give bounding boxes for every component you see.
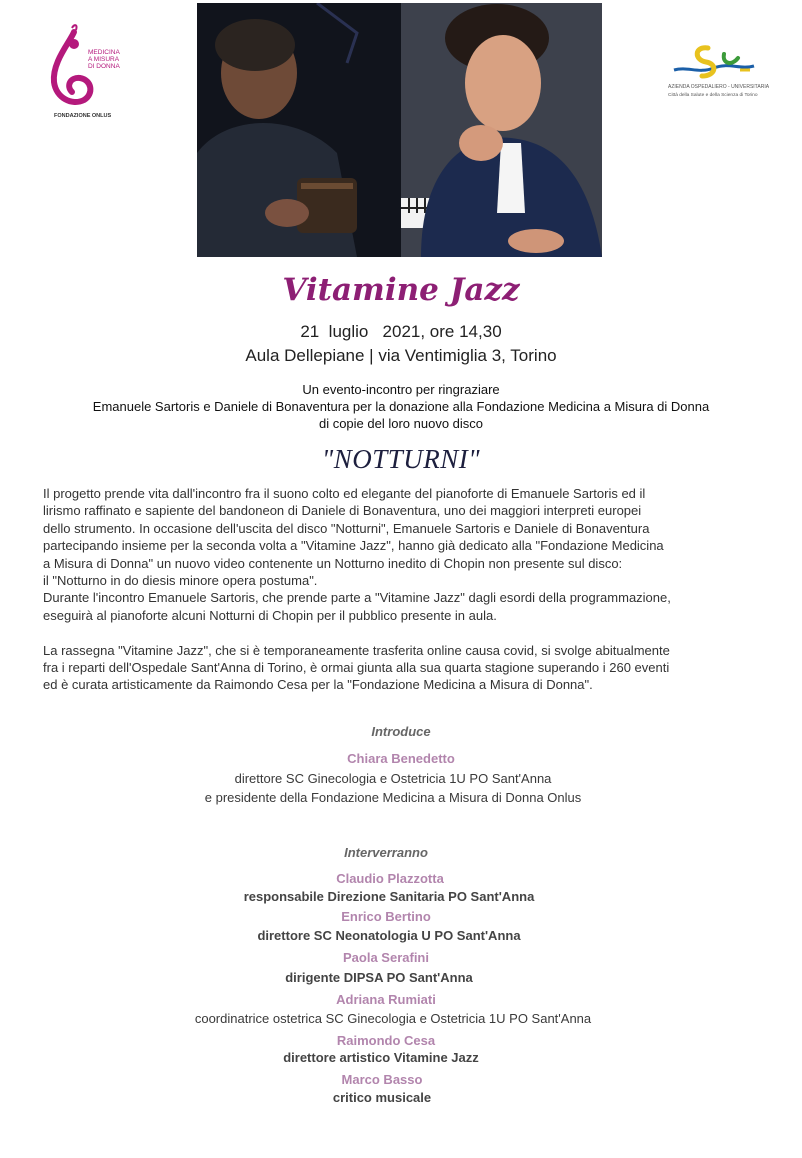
speaker-role: responsabile Direzione Sanitaria PO Sant'Anna xyxy=(243,889,535,904)
intro-line: Emanuele Sartoris e Daniele di Bonaventura per la donazione alla Fondazione Medicina a Misura di Donna xyxy=(92,399,710,414)
event-location: Aula Dellepiane | via Ventimiglia 3, Torino xyxy=(245,346,557,365)
speaker-name: Enrico Bertino xyxy=(341,909,431,924)
citta-della-salute-logo-icon xyxy=(654,40,776,106)
pianist-photo xyxy=(401,3,602,257)
artist-photos xyxy=(197,3,602,257)
speaker-name: Raimondo Cesa xyxy=(336,1033,436,1048)
event-title: Vitamine Jazz xyxy=(282,272,520,308)
speaker-role: critico musicale xyxy=(332,1090,432,1105)
pianist-image xyxy=(401,3,602,257)
intro-line: di copie del loro nuovo disco xyxy=(318,416,484,431)
logo-right-text-1: AZIENDA OSPEDALIERO - UNIVERSITARIA xyxy=(668,84,770,90)
album-title: "NOTTURNI" xyxy=(321,444,481,474)
speakers-label: Interverranno xyxy=(344,845,428,860)
bandoneon-player-image xyxy=(197,3,401,257)
speaker-role: direttore artistico Vitamine Jazz xyxy=(283,1050,479,1065)
description-line: lirismo raffinato e sapiente del bandoneon di Daniele di Bonaventura, uno dei maggiori interpreti europei xyxy=(43,503,642,519)
paragraph-gap xyxy=(43,624,763,641)
event-intro xyxy=(0,381,802,432)
logo-foot-text: FONDAZIONE ONLUS xyxy=(54,113,112,119)
description-line: eseguirà al pianoforte alcuni Notturni di Chopin per il pubblico presente in aula. xyxy=(43,607,497,623)
introducer-role: direttore SC Ginecologia e Ostetricia 1U PO Sant'Anna xyxy=(234,771,552,786)
ospedale-logo xyxy=(654,40,776,106)
introduce-label: Introduce xyxy=(371,724,431,739)
description-line: a Misura di Donna" un nuovo video contenente un Notturno inedito di Chopin non presente sul disco: xyxy=(43,555,623,571)
speaker-role: direttore SC Neonatologia U PO Sant'Anna xyxy=(257,928,521,943)
intro-line: Un evento-incontro per ringraziare xyxy=(302,382,500,397)
logo-text-3: DI DONNA xyxy=(88,63,120,70)
introducer-role-2: e presidente della Fondazione Medicina a Misura di Donna Onlus xyxy=(204,790,582,805)
description-line: dello strumento. In occasione dell'uscita del disco "Notturni", Emanuele Sartoris e Daniele di Bonaventura xyxy=(43,520,650,536)
logo-text-1: MEDICINA xyxy=(88,49,120,56)
description-line: La rassegna "Vitamine Jazz", che si è temporaneamente trasferita online causa covid, si svolge abitualmente xyxy=(43,642,670,658)
event-date: 21 luglio 2021, ore 14,30 xyxy=(300,322,502,341)
description-line: partecipando insieme per la seconda volta a "Vitamine Jazz", hanno già dedicato alla "Fondazione Medicina xyxy=(43,538,664,554)
speaker-name: Marco Basso xyxy=(341,1072,423,1087)
description-line: fra i reparti dell'Ospedale Sant'Anna di Torino, è ormai giunta alla sua quarta stagione superando i 260 eventi xyxy=(43,660,670,676)
bandoneon-player-photo xyxy=(197,3,401,257)
event-description xyxy=(43,485,763,694)
speaker-role: coordinatrice ostetrica SC Ginecologia e Ostetricia 1U PO Sant'Anna xyxy=(194,1011,592,1026)
logo-right-text-2: Città della Salute e della Scienza di Torino xyxy=(668,93,758,98)
medicina-a-misura-di-donna-logo-icon xyxy=(48,22,120,122)
speaker-name: Adriana Rumiati xyxy=(336,992,436,1007)
fondazione-logo xyxy=(48,22,120,122)
speaker-role: dirigente DIPSA PO Sant'Anna xyxy=(285,970,473,985)
speaker-name: Claudio Plazzotta xyxy=(336,871,444,886)
description-line: il "Notturno in do diesis minore opera postuma". xyxy=(43,573,318,589)
description-line: Durante l'incontro Emanuele Sartoris, che prende parte a "Vitamine Jazz" dagli esordi della programmazione, xyxy=(43,590,671,606)
introducer-name: Chiara Benedetto xyxy=(347,751,455,766)
description-line: ed è curata artisticamente da Raimondo Cesa per la "Fondazione Medicina a Misura di Donna". xyxy=(43,677,593,693)
description-line: Il progetto prende vita dall'incontro fra il suono colto ed elegante del pianoforte di Emanuele Sartoris ed il xyxy=(43,486,646,501)
speaker-name: Paola Serafini xyxy=(343,950,429,965)
logo-text-2: A MISURA xyxy=(88,56,120,63)
